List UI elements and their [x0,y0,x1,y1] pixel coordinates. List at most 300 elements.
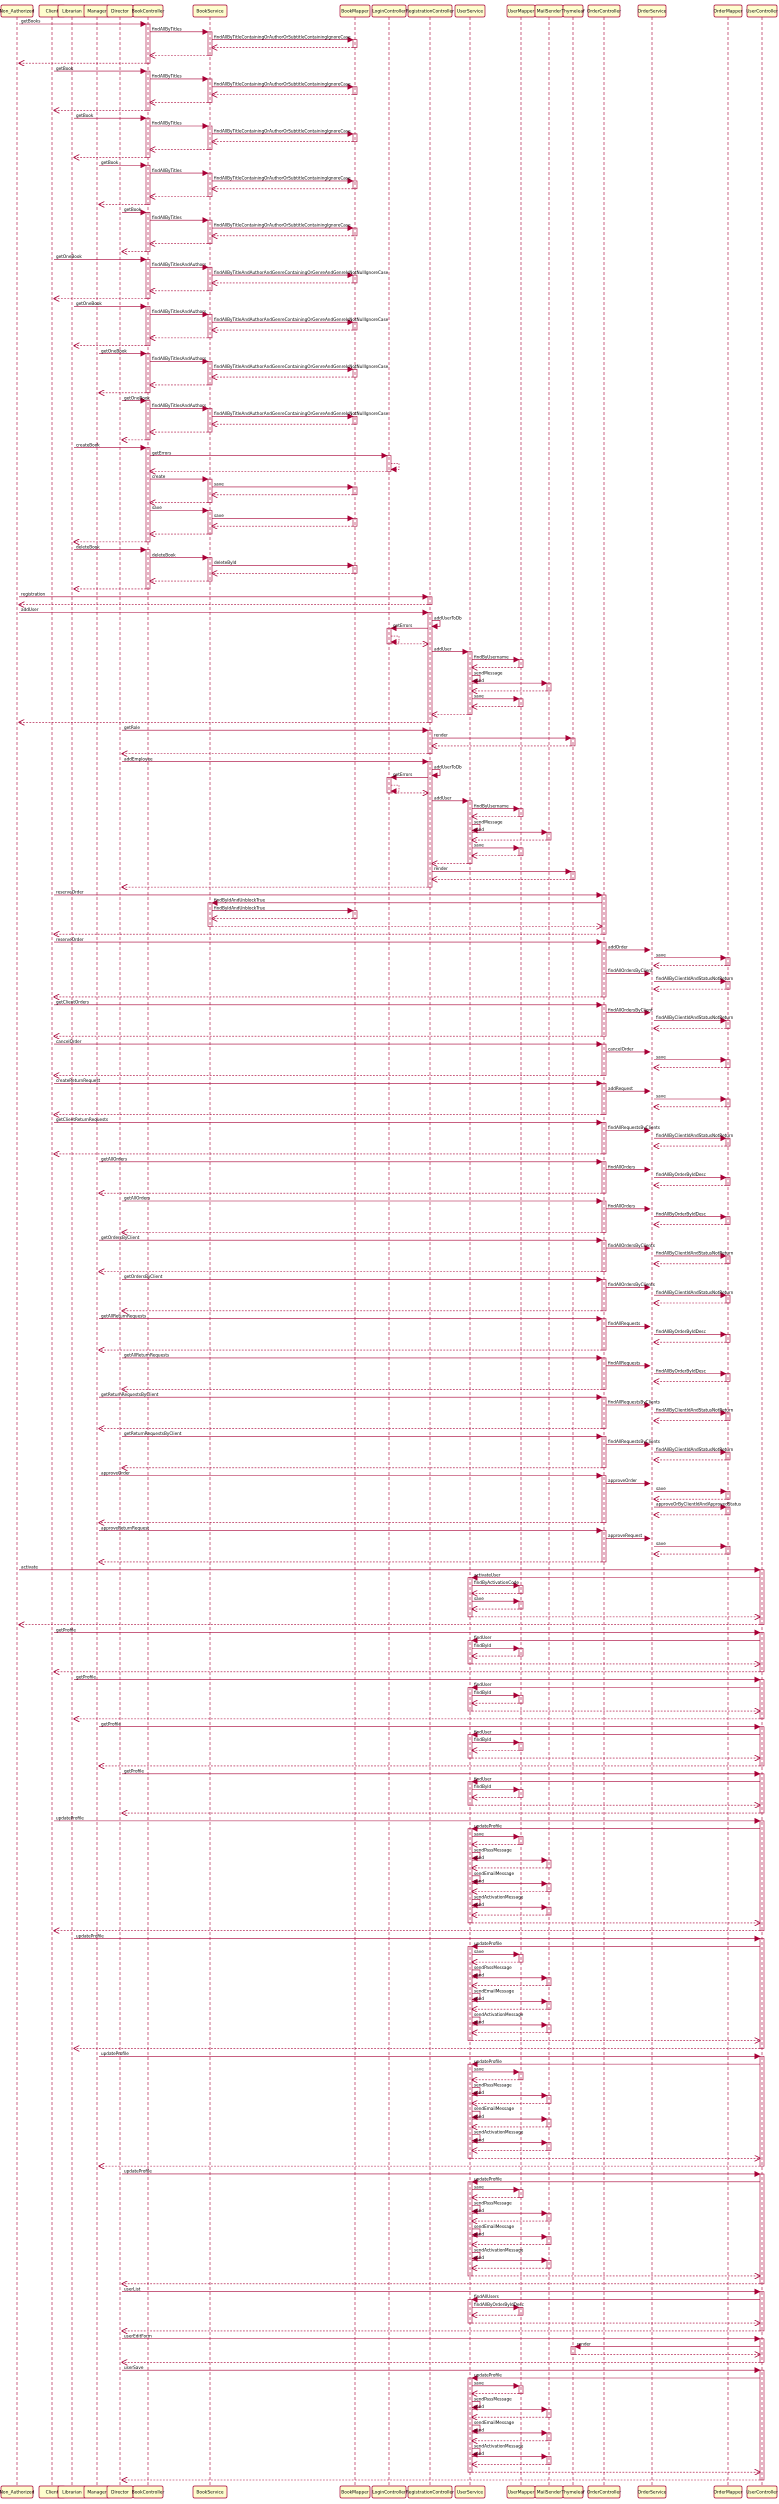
message-label: findAllByClientIdAndStatusNotReturn [656,1250,734,1256]
message [99,160,146,165]
message-label: updateProfile [101,2050,129,2056]
message [472,2294,760,2299]
message [212,176,353,181]
participant-thymeleaf-top [560,5,585,17]
participant-label: OrderController [586,9,622,15]
message [122,1769,760,1774]
participant-label: UserController [746,9,778,15]
message-label: activateUser [474,1572,501,1578]
message-label: getBook [124,207,142,213]
participant-label: UserController [746,2490,778,2496]
message-label: createReturnRequest [56,1077,101,1083]
message-label: getClientOrders [56,999,90,1005]
message-label: getAllReturnRequests [124,1352,170,1358]
message-label: findAllOrdersByClient [608,968,653,974]
message [472,827,547,832]
message-label: getOneBook [76,301,102,307]
participant-manager-bottom [84,2486,110,2498]
message-label: approveReturnRequest [101,1525,150,1531]
participant-orderservice-top [638,5,667,17]
message [472,1690,519,1695]
message [472,1643,519,1648]
message-label: sendPassMessage [474,1964,512,1970]
message [472,1949,519,1954]
message [606,1533,650,1538]
participant-librarian-top [58,5,86,17]
message-label: render [577,2341,591,2347]
message-label: save [474,2184,484,2190]
message-label: findAllOrders [608,1164,636,1170]
message-label: send [474,2404,485,2410]
participant-bookcontroller-top [132,5,165,17]
message-label: getReturnRequestsByClient [101,1391,159,1397]
message-label: getProfile [76,1674,96,1680]
participant-label: Non_Authorized [0,9,35,15]
message-label: findAllByOrderByIdDesc [656,1172,706,1178]
message-label: findAllByTitles [152,73,182,79]
message [472,1902,547,1907]
message-label: findAllByTitles [152,26,182,32]
message-label: create [152,473,166,479]
message-label: sendMessage [474,819,503,825]
message [99,1392,602,1397]
message-label: approveOrByClientIdAndApprovedStatus [656,1501,742,1507]
lifelines [17,17,762,2486]
message-label: send [474,2231,485,2237]
message-label: findAllByTitles [152,167,182,173]
participant-label: BookService [196,9,224,15]
message-label: sendActivationMessage [474,2129,524,2135]
message [606,1047,650,1052]
message [432,866,571,871]
message [472,2059,760,2064]
message [54,1078,602,1083]
message [472,2451,547,2456]
message-label: cancelOrder [56,1038,82,1044]
message [150,356,208,361]
message-label: save [214,481,224,487]
message-label: userEditForm [124,2333,152,2339]
participant-ordermapper-top [713,5,742,17]
self-message-arrow [391,636,399,642]
participant-mailsender-top [535,5,563,17]
participant-label: Manager [87,9,107,15]
participant-label: Manager [87,2490,107,2496]
self-message-arrow [432,769,440,775]
message [472,654,519,659]
message [472,2428,547,2433]
message [122,1196,602,1201]
message [472,1784,519,1789]
self-message-arrow [391,463,399,469]
message [432,733,571,738]
message-label: addUser [434,795,452,801]
message-label: cancelOrder [608,1046,634,1052]
participant-label: OrderService [637,2490,667,2496]
message [99,1235,602,1240]
message [99,2051,760,2056]
message [472,678,547,683]
message [391,772,428,777]
participant-label: Client [45,2490,59,2496]
message-label: send [474,2137,485,2143]
participant-label: OrderService [637,9,667,15]
message-label: findAllByTitlesAndAuthors [152,356,207,362]
message-label: getOrdersByClient [101,1234,140,1240]
message [150,474,208,479]
message-label: findAllByTitleContainingOrAuthorOrSubtitleContainingIgnoreCase [214,128,351,134]
message [654,1290,734,1295]
participant-registrationcontroller-bottom [406,2486,454,2498]
message-label: save [474,842,484,848]
message [472,1682,760,1687]
message-label: findAllOrdersByClient [608,1007,653,1013]
message [654,1541,726,1546]
message-label: findById [474,1737,492,1743]
message-label: findAllByTitleContainingOrAuthorOrSubtitleContainingIgnoreCase [214,175,351,181]
message-label: sendActivationMessage [474,1894,524,1900]
participant-librarian-bottom [58,2486,86,2498]
message-label: save [474,1831,484,1837]
message [472,1635,760,1640]
message-label: save [656,1054,666,1060]
participant-label: RegistrationController [405,9,455,15]
message [654,1015,734,1020]
message [654,1447,734,1452]
message-label: activate [21,1564,38,1570]
message-label: send [474,1996,485,2002]
message-label: findAllRequestsByClients [608,1125,660,1131]
message [654,1211,726,1216]
participant-label: MailSender [536,9,562,15]
participant-label: Librarian [62,9,82,15]
message [19,19,146,24]
participant-bookservice-bottom [193,2486,227,2498]
message-label: addUserToDb [434,615,462,621]
self-message-arrow [391,785,399,791]
message [54,1117,602,1122]
message-label: findAllByOrderByIdDesc [656,1368,706,1374]
message [472,1823,760,1828]
participant-bookmapper-bottom [340,2486,370,2498]
message-label: save [474,1948,484,1954]
message [122,395,150,400]
message-label: sendEmailMessage [474,2223,515,2229]
participant-label: BookMapper [341,9,369,15]
message-label: findUser [474,1776,492,1782]
participant-label: Client [45,9,59,15]
message [432,646,468,651]
message [54,937,602,942]
message [472,2381,519,2386]
participant-label: OrderMapper [713,9,743,15]
messages [19,19,760,2480]
message-label: addOrder [608,944,628,950]
message [472,843,519,848]
message [54,890,602,895]
participant-label: LoginController [372,9,406,15]
message [150,403,208,408]
participant-mailsender-bottom [535,2486,563,2498]
message-label: findAllByClientIdAndStatusNotReturn [656,1132,734,1138]
message [150,121,208,126]
message [472,1973,547,1978]
message-label: reserveOrder [56,889,84,895]
message [654,1172,726,1177]
message [654,952,726,957]
message [606,1007,653,1012]
message-label: sendEmailMessage [474,1870,515,1876]
message [432,764,462,775]
message-label: save [474,2380,484,2386]
participant-ordercontroller-bottom [587,2486,621,2498]
message-label: getAllOrders [124,1195,151,1201]
message-label: send [474,677,485,683]
message-label: findAllByOrderByIdDesc [656,1329,706,1335]
message [54,1816,760,1821]
message-label: createBook [76,442,100,448]
message [99,1525,602,1530]
message [472,2020,547,2025]
message-label: findUser [474,1682,492,1688]
message-label: findById [474,1784,492,1790]
message [99,348,146,353]
message [150,505,208,510]
message-label: send [474,2254,485,2260]
message [472,2231,547,2236]
message-label: save [152,505,162,511]
participant-logincontroller-top [372,5,406,17]
message-label: save [474,2066,484,2072]
message-label: sendEmailMessage [474,1988,515,1994]
message [150,215,208,220]
message-label: findByIdAndUnblockTrue [214,897,266,903]
message [606,1478,650,1483]
message [212,223,353,228]
message [472,2208,547,2213]
message-label: userSave [124,2364,144,2370]
message-label: findByIdAndUnblockTrue [214,905,266,911]
message [74,113,146,118]
message [212,317,389,322]
participant-logincontroller-bottom [372,2486,406,2498]
message [472,1580,519,1585]
message-label: findByActivationCode [474,1580,519,1586]
message [212,513,353,518]
participant-bookcontroller-bottom [132,2486,165,2498]
message [54,1627,760,1632]
message-label: findAllByTitles [152,214,182,220]
message-label: getClientReturnRequests [56,1117,109,1123]
message-label: getErrors [152,450,172,456]
message-label: send [474,1854,485,1860]
message-label: getProfile [56,1627,76,1633]
message-label: send [474,2090,485,2096]
message-label: findAllByTitleAndAuthorAndGenreContainingOrGenreAndGenreIsNotNullIgnoreCase [214,316,389,322]
message-label: save [656,952,666,958]
participant-label: UserMapper [507,9,535,15]
participant-label: BookMapper [341,2490,369,2496]
message-label: send [474,2113,485,2119]
message [19,592,428,597]
message-label: findAllByTitleAndAuthorAndGenreContainingOrGenreAndGenreIsNotNullIgnoreCase [214,269,389,275]
message [472,694,519,699]
message-label: getErrors [393,622,413,628]
message [122,1431,602,1436]
message [122,2286,760,2291]
message-label: registration [21,591,46,597]
message [212,129,353,134]
message [472,2302,525,2307]
message [654,1486,726,1491]
message-label: sendPassMessage [474,2396,512,2402]
message-label: findById [474,1690,492,1696]
participant-label: MailSender [536,2490,562,2496]
message [472,2067,519,2072]
message [472,2177,760,2182]
message-label: approveOrder [101,1470,131,1476]
message [391,463,399,469]
message-label: findAllByTitleContainingOrAuthorOrSubtitleContainingIgnoreCase [214,81,351,87]
message [472,2404,547,2409]
message [150,552,208,557]
message [472,1941,760,1946]
message [472,1878,547,1883]
message [99,1156,602,1161]
participant-label: UserMapper [507,2490,535,2496]
message-label: save [656,1093,666,1099]
message [99,1721,760,1726]
message-label: deleteBook [152,552,176,558]
message [212,34,353,39]
participant-label: OrderMapper [713,2490,743,2496]
message [606,1125,660,1130]
message-label: getBook [101,159,119,165]
message [654,1408,734,1413]
participant-non_authorized-bottom [0,2486,35,2498]
message-label: findAllByTitles [152,120,182,126]
message-label: deleteByld [214,560,237,566]
participant-thymeleaf-bottom [560,2486,585,2498]
message-label: updateProfile [56,1815,84,1821]
message [122,1353,602,1358]
message [212,81,353,86]
message [654,1054,726,1059]
participant-director-top [107,5,133,17]
message-label: deleteBook [76,544,100,550]
message [391,785,399,791]
message-label: findUser [474,1729,492,1735]
message [606,1321,650,1326]
participant-userservice-top [455,5,485,17]
message [654,1502,741,1507]
message [472,803,519,808]
message [150,309,208,314]
message [606,1360,650,1365]
message-label: findAllByTitleContainingOrAuthorOrSubtitleContainingIgnoreCase [214,34,351,40]
message [19,607,428,612]
message-label: save [214,513,224,519]
message-label: updateProfile [474,2176,502,2182]
message [54,66,146,71]
message-label: updateProfile [474,1823,502,1829]
message-label: findAllRequests [608,1321,641,1327]
message-label: findAllByOrderByIdDesc [474,2302,524,2308]
message [654,1251,734,1256]
message [122,2169,760,2174]
message [391,623,428,628]
message-label: findAllRequests [608,1360,641,1366]
message [432,615,462,626]
participant-usercontroller-top [746,5,778,17]
message-label: getAllOrders [101,1156,128,1162]
participant-registrationcontroller-top [406,5,454,17]
message-label: getProfile [124,1768,144,1774]
message-label: getBook [76,112,94,118]
message-label: findAllByTitleAndAuthorAndGenreContainingOrGenreAndGenreIsNotNullIgnoreCase [214,411,389,417]
message-label: updateProfile [474,1941,502,1947]
message-label: getProfile [101,1721,121,1727]
message-label: getBook [56,65,74,71]
message-label: save [474,1595,484,1601]
message-label: addEmployee [124,756,153,762]
message [472,1776,760,1781]
message [74,544,146,549]
message-label: send [474,1878,485,1884]
message [606,1400,660,1405]
message [472,2184,519,2189]
message [606,1164,650,1169]
message-label: send [474,2427,485,2433]
message-label: findAllByOrderByIdDesc [656,1211,706,1217]
message-label: sendPassMessage [474,2200,512,2206]
message [99,1313,602,1318]
message-label: getReturnRequestsByClient [124,1431,182,1437]
message-label: updateProfile [124,2168,152,2174]
participant-ordercontroller-top [587,5,621,17]
participant-label: UserService [456,9,484,15]
message-label: send [474,2451,485,2457]
message [472,2114,547,2119]
message [472,1831,519,1836]
message [472,2137,547,2142]
participant-label: Librarian [62,2490,82,2496]
message [606,1439,660,1444]
message-label: approveRequest [608,1533,643,1539]
message-label: findAllByClientIdAndStatusNotReturn [656,1289,734,1295]
message-label: findUser [474,1635,492,1641]
participant-manager-top [84,5,110,17]
message-label: reserveOrder [56,936,84,942]
message [391,636,399,642]
message-label: findAllByTitlesAndAuthors [152,261,207,267]
message [19,1564,760,1569]
message-label: sendPassMessage [474,1847,512,1853]
message [54,1039,602,1044]
message [212,560,353,565]
message-label: userList [124,2286,141,2292]
participant-label: OrderController [586,2490,622,2496]
message [606,1282,655,1287]
participant-label: BookService [196,2490,224,2496]
message-label: findAllByTitleContainingOrAuthorOrSubtitleContainingIgnoreCase [214,222,351,228]
message [432,796,468,801]
participant-userservice-bottom [455,2486,485,2498]
message-label: send [474,2207,485,2213]
message [54,254,146,259]
message-label: updateProfile [474,2058,502,2064]
participant-label: Director [111,9,129,15]
